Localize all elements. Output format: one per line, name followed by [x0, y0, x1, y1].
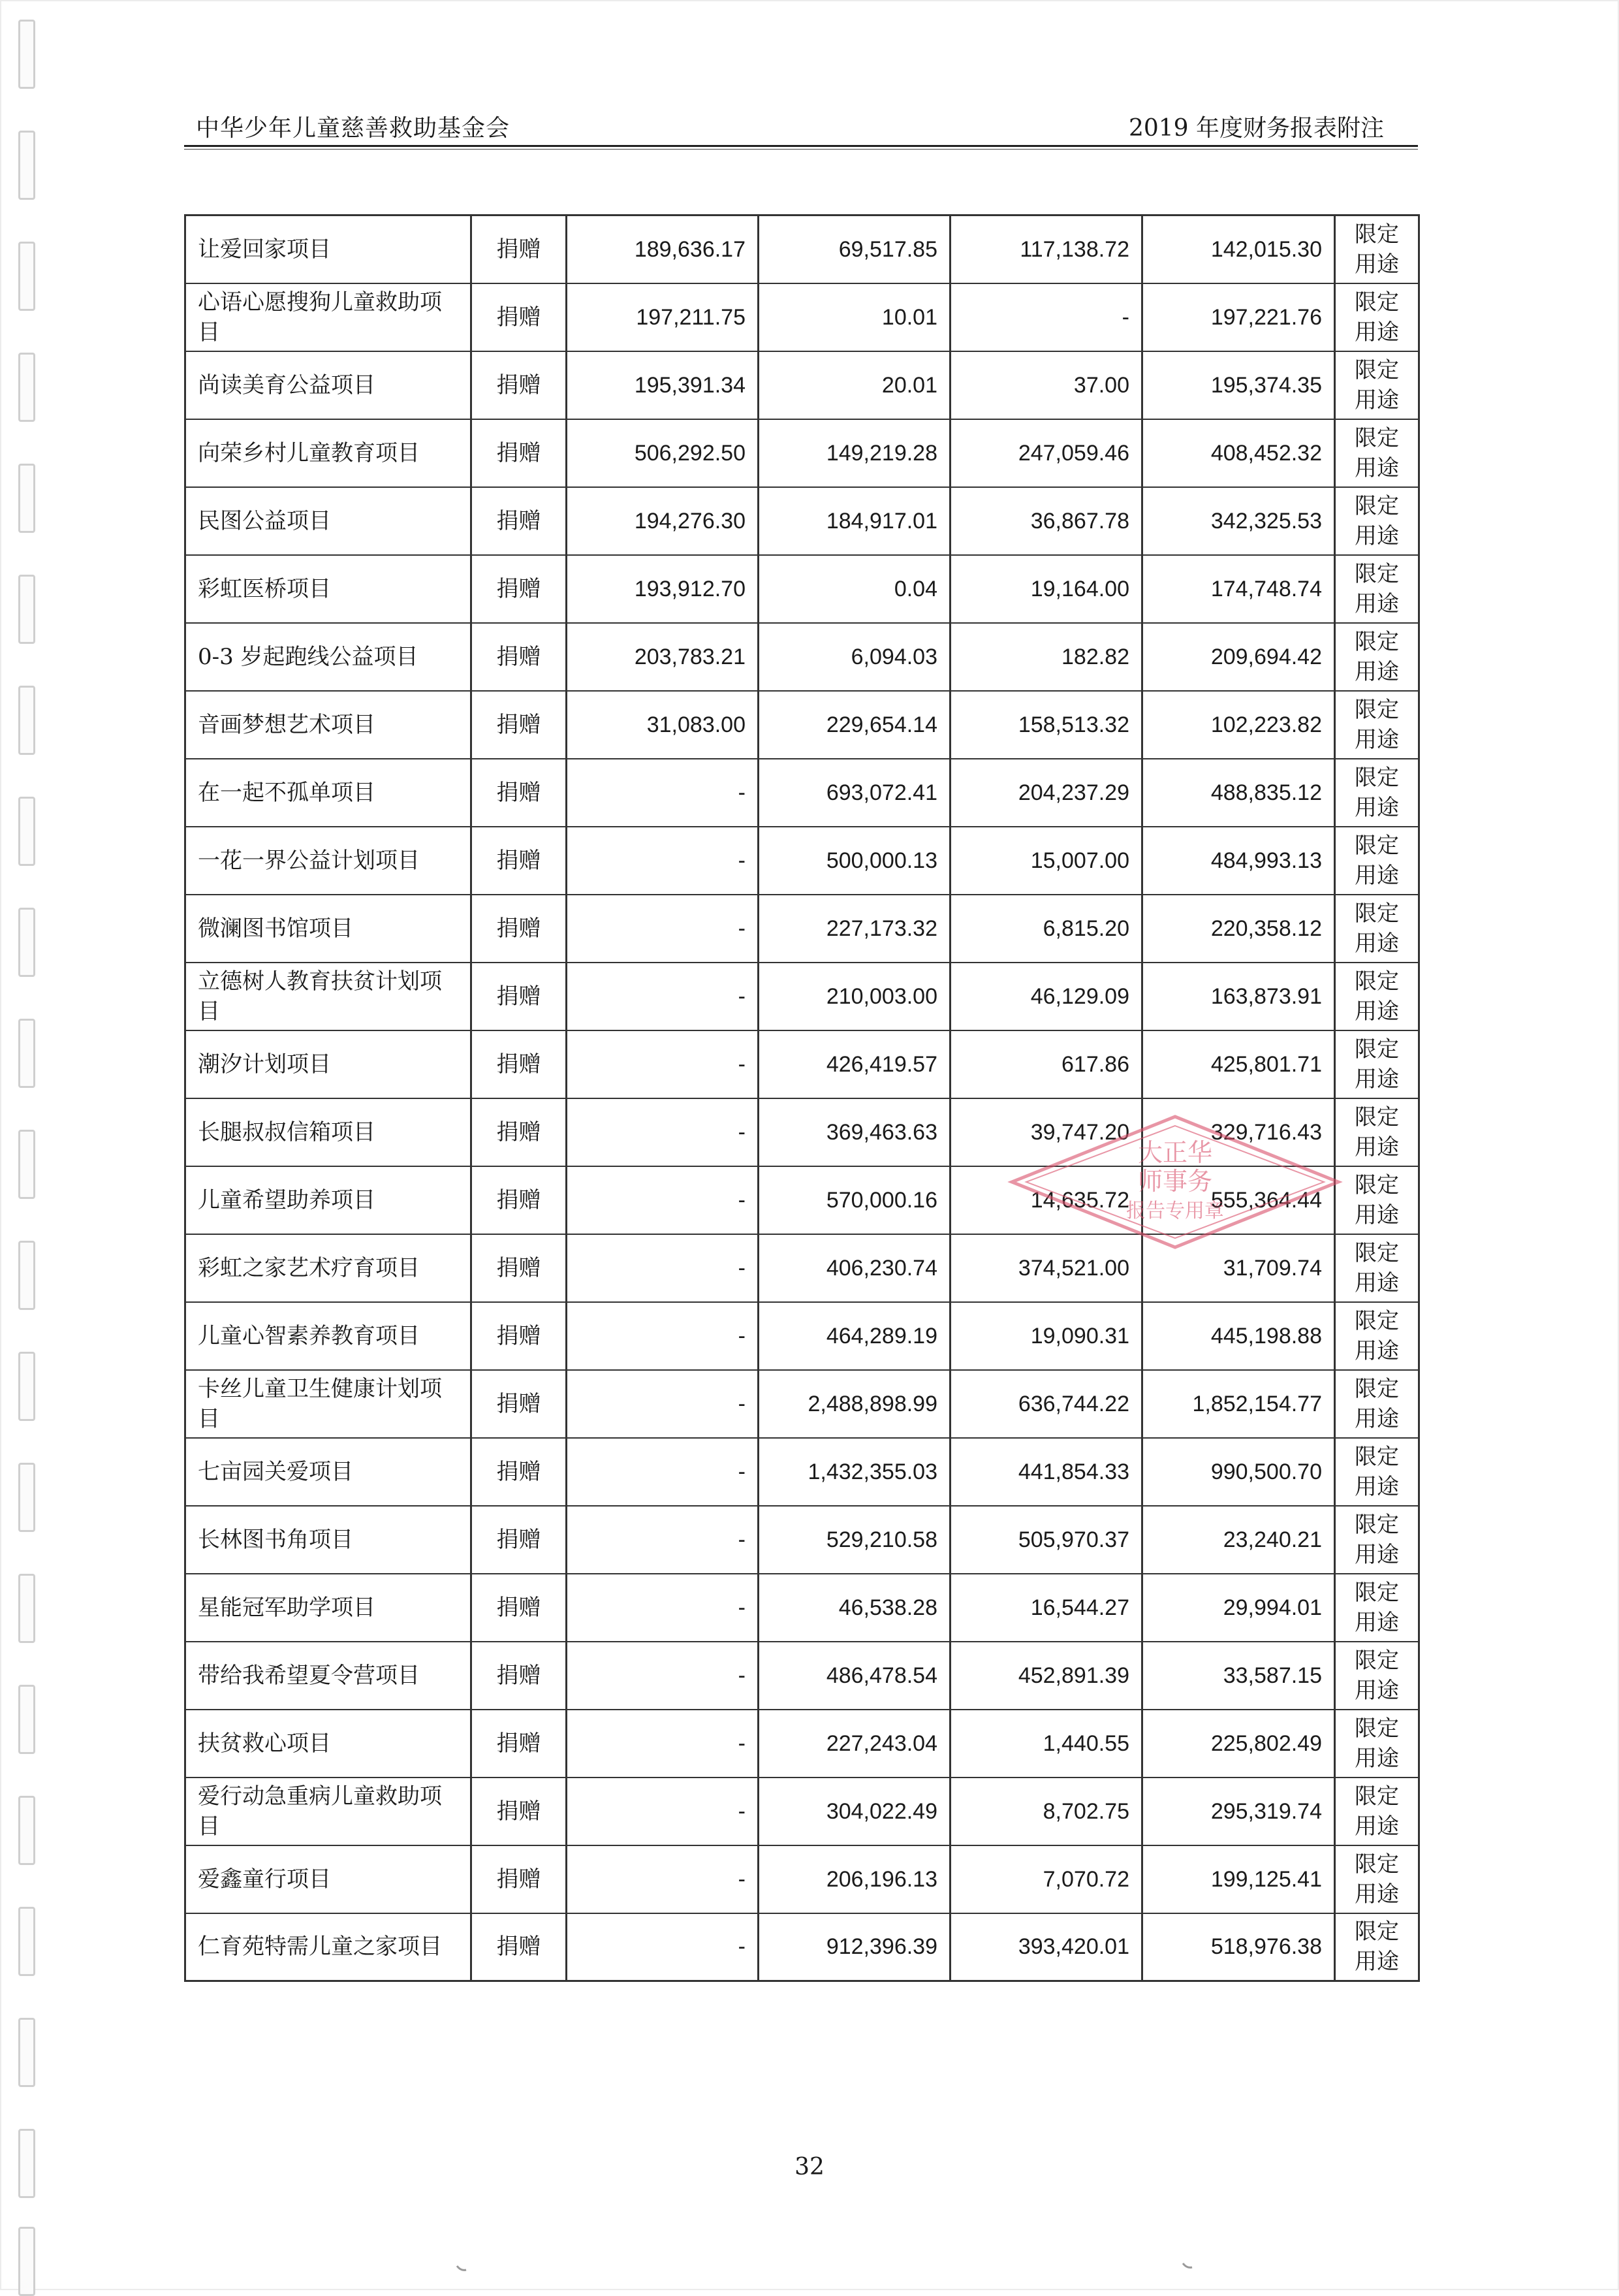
decrease-cell: 204,237.29	[951, 759, 1142, 827]
binding-hole	[18, 242, 35, 311]
increase-cell: 304,022.49	[759, 1778, 951, 1845]
restriction-cell: 限定用途	[1335, 555, 1419, 623]
fund-type-cell: 捐赠	[471, 351, 567, 419]
binding-hole	[18, 2018, 35, 2087]
table-row	[185, 351, 1419, 419]
increase-cell: 693,072.41	[759, 759, 951, 827]
table-row	[185, 963, 1419, 1030]
decrease-cell: 374,521.00	[951, 1234, 1142, 1302]
decrease-cell: 452,891.39	[951, 1642, 1142, 1710]
opening-balance-cell: -	[567, 1166, 759, 1234]
decrease-cell: 1,440.55	[951, 1710, 1142, 1778]
fund-type-cell: 捐赠	[471, 691, 567, 759]
table-row	[185, 1370, 1419, 1438]
closing-balance-cell: 408,452.32	[1142, 419, 1335, 487]
opening-balance-cell: -	[567, 1506, 759, 1574]
restriction-cell: 限定用途	[1335, 1438, 1419, 1506]
closing-balance-cell: 425,801.71	[1142, 1030, 1335, 1098]
restriction-cell: 限定用途	[1335, 1370, 1419, 1438]
fund-type-cell: 捐赠	[471, 1506, 567, 1574]
fund-type-cell: 捐赠	[471, 487, 567, 555]
project-name-cell: 微澜图书馆项目	[185, 895, 471, 963]
table-row	[185, 895, 1419, 963]
decrease-cell: 46,129.09	[951, 963, 1142, 1030]
table-row	[185, 555, 1419, 623]
increase-cell: 6,094.03	[759, 623, 951, 691]
restriction-cell: 限定用途	[1335, 827, 1419, 895]
restriction-cell: 限定用途	[1335, 623, 1419, 691]
stamp-line3: 报告专用章	[1126, 1200, 1224, 1222]
restricted-fund-table	[184, 214, 1420, 1982]
project-name-cell: 卡丝儿童卫生健康计划项目	[185, 1370, 471, 1438]
opening-balance-cell: 195,391.34	[567, 351, 759, 419]
fund-type-cell: 捐赠	[471, 1370, 567, 1438]
binding-hole	[18, 20, 35, 89]
binding-hole	[18, 1574, 35, 1643]
decrease-cell: 441,854.33	[951, 1438, 1142, 1506]
closing-balance-cell: 990,500.70	[1142, 1438, 1335, 1506]
table-row	[185, 419, 1419, 487]
decrease-cell: 617.86	[951, 1030, 1142, 1098]
header-org-name: 中华少年儿童慈善救助基金会	[196, 115, 511, 142]
fund-type-cell: 捐赠	[471, 1845, 567, 1913]
binding-hole	[18, 1463, 35, 1532]
restriction-cell: 限定用途	[1335, 1913, 1419, 1981]
table-row	[185, 1913, 1419, 1981]
binding-hole	[18, 1796, 35, 1865]
fund-type-cell: 捐赠	[471, 759, 567, 827]
closing-balance-cell: 488,835.12	[1142, 759, 1335, 827]
table-row	[185, 1778, 1419, 1845]
closing-balance-cell: 174,748.74	[1142, 555, 1335, 623]
table-row	[185, 1166, 1419, 1234]
opening-balance-cell: -	[567, 1234, 759, 1302]
restriction-cell: 限定用途	[1335, 1166, 1419, 1234]
binding-holes	[18, 20, 38, 2279]
table-row	[185, 623, 1419, 691]
header-report-title: 2019 年度财务报表附注	[1128, 115, 1384, 142]
closing-balance-cell: 225,802.49	[1142, 1710, 1335, 1778]
fund-type-cell: 捐赠	[471, 215, 567, 283]
increase-cell: 464,289.19	[759, 1302, 951, 1370]
opening-balance-cell: -	[567, 1370, 759, 1438]
table-row	[185, 1574, 1419, 1642]
binding-hole	[18, 1685, 35, 1754]
opening-balance-cell: -	[567, 1913, 759, 1981]
binding-hole	[18, 908, 35, 977]
binding-hole	[18, 797, 35, 866]
project-name-cell: 尚读美育公益项目	[185, 351, 471, 419]
stamp-line1: 大正华	[1137, 1138, 1213, 1167]
decrease-cell: 158,513.32	[951, 691, 1142, 759]
opening-balance-cell: -	[567, 1710, 759, 1778]
project-name-cell: 在一起不孤单项目	[185, 759, 471, 827]
opening-balance-cell: -	[567, 1030, 759, 1098]
project-name-cell: 爱行动急重病儿童救助项目	[185, 1778, 471, 1845]
opening-balance-cell: -	[567, 1642, 759, 1710]
decrease-cell: 14,635.72	[951, 1166, 1142, 1234]
project-name-cell: 长腿叔叔信箱项目	[185, 1098, 471, 1166]
restriction-cell: 限定用途	[1335, 1845, 1419, 1913]
closing-balance-cell: 329,716.43	[1142, 1098, 1335, 1166]
project-name-cell: 0-3 岁起跑线公益项目	[185, 623, 471, 691]
increase-cell: 529,210.58	[759, 1506, 951, 1574]
closing-balance-cell: 484,993.13	[1142, 827, 1335, 895]
fund-type-cell: 捐赠	[471, 623, 567, 691]
binding-hole	[18, 131, 35, 200]
closing-balance-cell: 295,319.74	[1142, 1778, 1335, 1845]
opening-balance-cell: 506,292.50	[567, 419, 759, 487]
increase-cell: 46,538.28	[759, 1574, 951, 1642]
closing-balance-cell: 342,325.53	[1142, 487, 1335, 555]
project-name-cell: 民图公益项目	[185, 487, 471, 555]
restriction-cell: 限定用途	[1335, 1098, 1419, 1166]
project-name-cell: 立德树人教育扶贫计划项目	[185, 963, 471, 1030]
opening-balance-cell: -	[567, 827, 759, 895]
increase-cell: 184,917.01	[759, 487, 951, 555]
project-name-cell: 仁育苑特需儿童之家项目	[185, 1913, 471, 1981]
opening-balance-cell: 193,912.70	[567, 555, 759, 623]
binding-hole	[18, 1130, 35, 1199]
closing-balance-cell: 33,587.15	[1142, 1642, 1335, 1710]
fund-type-cell: 捐赠	[471, 1098, 567, 1166]
project-name-cell: 心语心愿搜狗儿童救助项目	[185, 283, 471, 351]
table-row	[185, 1438, 1419, 1506]
project-name-cell: 扶贫救心项目	[185, 1710, 471, 1778]
binding-hole	[18, 1907, 35, 1976]
restriction-cell: 限定用途	[1335, 215, 1419, 283]
fund-type-cell: 捐赠	[471, 1166, 567, 1234]
table-row	[185, 1642, 1419, 1710]
table-row	[185, 1710, 1419, 1778]
closing-balance-cell: 445,198.88	[1142, 1302, 1335, 1370]
project-name-cell: 爱鑫童行项目	[185, 1845, 471, 1913]
increase-cell: 486,478.54	[759, 1642, 951, 1710]
binding-hole	[18, 1241, 35, 1310]
restriction-cell: 限定用途	[1335, 1642, 1419, 1710]
project-name-cell: 七亩园关爱项目	[185, 1438, 471, 1506]
fund-type-cell: 捐赠	[471, 1234, 567, 1302]
opening-balance-cell: 194,276.30	[567, 487, 759, 555]
project-name-cell: 儿童心智素养教育项目	[185, 1302, 471, 1370]
header-rule-thin	[184, 149, 1418, 150]
binding-hole	[18, 464, 35, 533]
increase-cell: 229,654.14	[759, 691, 951, 759]
closing-balance-cell: 31,709.74	[1142, 1234, 1335, 1302]
opening-balance-cell: 189,636.17	[567, 215, 759, 283]
decrease-cell: 39,747.20	[951, 1098, 1142, 1166]
project-name-cell: 向荣乡村儿童教育项目	[185, 419, 471, 487]
fund-type-cell: 捐赠	[471, 283, 567, 351]
restriction-cell: 限定用途	[1335, 1234, 1419, 1302]
fund-type-cell: 捐赠	[471, 963, 567, 1030]
project-name-cell: 潮汐计划项目	[185, 1030, 471, 1098]
binding-hole	[18, 575, 35, 644]
project-name-cell: 带给我希望夏令营项目	[185, 1642, 471, 1710]
binding-hole	[18, 2227, 35, 2296]
restriction-cell: 限定用途	[1335, 1710, 1419, 1778]
opening-balance-cell: -	[567, 1302, 759, 1370]
closing-balance-cell: 29,994.01	[1142, 1574, 1335, 1642]
closing-balance-cell: 518,976.38	[1142, 1913, 1335, 1981]
restriction-cell: 限定用途	[1335, 487, 1419, 555]
opening-balance-cell: -	[567, 759, 759, 827]
fund-type-cell: 捐赠	[471, 1302, 567, 1370]
closing-balance-cell: 102,223.82	[1142, 691, 1335, 759]
increase-cell: 426,419.57	[759, 1030, 951, 1098]
decrease-cell: 182.82	[951, 623, 1142, 691]
closing-balance-cell: 197,221.76	[1142, 283, 1335, 351]
fund-type-cell: 捐赠	[471, 555, 567, 623]
restriction-cell: 限定用途	[1335, 351, 1419, 419]
opening-balance-cell: 197,211.75	[567, 283, 759, 351]
decrease-cell: 636,744.22	[951, 1370, 1142, 1438]
closing-balance-cell: 195,374.35	[1142, 351, 1335, 419]
decrease-cell: 19,090.31	[951, 1302, 1142, 1370]
opening-balance-cell: -	[567, 1845, 759, 1913]
table-row	[185, 1302, 1419, 1370]
fund-type-cell: 捐赠	[471, 1778, 567, 1845]
closing-balance-cell: 142,015.30	[1142, 215, 1335, 283]
opening-balance-cell: -	[567, 1778, 759, 1845]
closing-balance-cell: 220,358.12	[1142, 895, 1335, 963]
table-row	[185, 1098, 1419, 1166]
increase-cell: 206,196.13	[759, 1845, 951, 1913]
project-name-cell: 让爱回家项目	[185, 215, 471, 283]
increase-cell: 227,173.32	[759, 895, 951, 963]
restriction-cell: 限定用途	[1335, 1778, 1419, 1845]
project-name-cell: 一花一界公益计划项目	[185, 827, 471, 895]
decrease-cell: -	[951, 283, 1142, 351]
increase-cell: 10.01	[759, 283, 951, 351]
binding-hole	[18, 1019, 35, 1088]
closing-balance-cell: 163,873.91	[1142, 963, 1335, 1030]
decrease-cell: 247,059.46	[951, 419, 1142, 487]
table-row	[185, 1506, 1419, 1574]
table-row	[185, 487, 1419, 555]
restriction-cell: 限定用途	[1335, 1030, 1419, 1098]
decrease-cell: 7,070.72	[951, 1845, 1142, 1913]
opening-balance-cell: -	[567, 963, 759, 1030]
opening-balance-cell: -	[567, 1438, 759, 1506]
table-row	[185, 215, 1419, 283]
restriction-cell: 限定用途	[1335, 419, 1419, 487]
table-row	[185, 1030, 1419, 1098]
restriction-cell: 限定用途	[1335, 895, 1419, 963]
opening-balance-cell: -	[567, 895, 759, 963]
restriction-cell: 限定用途	[1335, 691, 1419, 759]
table-row	[185, 1234, 1419, 1302]
decrease-cell: 117,138.72	[951, 215, 1142, 283]
increase-cell: 210,003.00	[759, 963, 951, 1030]
decrease-cell: 8,702.75	[951, 1778, 1142, 1845]
increase-cell: 406,230.74	[759, 1234, 951, 1302]
increase-cell: 149,219.28	[759, 419, 951, 487]
table-row	[185, 827, 1419, 895]
increase-cell: 227,243.04	[759, 1710, 951, 1778]
fund-type-cell: 捐赠	[471, 827, 567, 895]
increase-cell: 570,000.16	[759, 1166, 951, 1234]
closing-balance-cell: 1,852,154.77	[1142, 1370, 1335, 1438]
table-row	[185, 1845, 1419, 1913]
closing-balance-cell: 209,694.42	[1142, 623, 1335, 691]
restriction-cell: 限定用途	[1335, 283, 1419, 351]
fund-type-cell: 捐赠	[471, 1438, 567, 1506]
decrease-cell: 19,164.00	[951, 555, 1142, 623]
project-name-cell: 彩虹医桥项目	[185, 555, 471, 623]
project-name-cell: 星能冠军助学项目	[185, 1574, 471, 1642]
increase-cell: 500,000.13	[759, 827, 951, 895]
table-row	[185, 691, 1419, 759]
increase-cell: 20.01	[759, 351, 951, 419]
header-rule	[184, 145, 1418, 147]
increase-cell: 0.04	[759, 555, 951, 623]
closing-balance-cell: 23,240.21	[1142, 1506, 1335, 1574]
fund-type-cell: 捐赠	[471, 1030, 567, 1098]
table-body	[185, 215, 1419, 1981]
restriction-cell: 限定用途	[1335, 1574, 1419, 1642]
project-name-cell: 儿童希望助养项目	[185, 1166, 471, 1234]
stamp-line2: 师事务	[1137, 1167, 1213, 1196]
restriction-cell: 限定用途	[1335, 759, 1419, 827]
decrease-cell: 505,970.37	[951, 1506, 1142, 1574]
page-number: 32	[794, 2154, 825, 2180]
restriction-cell: 限定用途	[1335, 1302, 1419, 1370]
fund-type-cell: 捐赠	[471, 1642, 567, 1710]
decrease-cell: 15,007.00	[951, 827, 1142, 895]
speck	[1183, 2263, 1192, 2267]
binding-hole	[18, 353, 35, 422]
table-row	[185, 283, 1419, 351]
decrease-cell: 36,867.78	[951, 487, 1142, 555]
increase-cell: 1,432,355.03	[759, 1438, 951, 1506]
fund-type-cell: 捐赠	[471, 1710, 567, 1778]
increase-cell: 69,517.85	[759, 215, 951, 283]
project-name-cell: 音画梦想艺术项目	[185, 691, 471, 759]
decrease-cell: 16,544.27	[951, 1574, 1142, 1642]
decrease-cell: 393,420.01	[951, 1913, 1142, 1981]
fund-type-cell: 捐赠	[471, 1574, 567, 1642]
project-name-cell: 彩虹之家艺术疗育项目	[185, 1234, 471, 1302]
restriction-cell: 限定用途	[1335, 1506, 1419, 1574]
fund-type-cell: 捐赠	[471, 419, 567, 487]
decrease-cell: 37.00	[951, 351, 1142, 419]
fund-type-cell: 捐赠	[471, 1913, 567, 1981]
speck	[457, 2266, 466, 2270]
table-row	[185, 759, 1419, 827]
binding-hole	[18, 686, 35, 755]
increase-cell: 369,463.63	[759, 1098, 951, 1166]
decrease-cell: 6,815.20	[951, 895, 1142, 963]
binding-hole	[18, 1352, 35, 1421]
closing-balance-cell: 555,364.44	[1142, 1166, 1335, 1234]
opening-balance-cell: -	[567, 1574, 759, 1642]
increase-cell: 2,488,898.99	[759, 1370, 951, 1438]
opening-balance-cell: 203,783.21	[567, 623, 759, 691]
restriction-cell: 限定用途	[1335, 963, 1419, 1030]
increase-cell: 912,396.39	[759, 1913, 951, 1981]
closing-balance-cell: 199,125.41	[1142, 1845, 1335, 1913]
fund-type-cell: 捐赠	[471, 895, 567, 963]
opening-balance-cell: -	[567, 1098, 759, 1166]
opening-balance-cell: 31,083.00	[567, 691, 759, 759]
project-name-cell: 长林图书角项目	[185, 1506, 471, 1574]
